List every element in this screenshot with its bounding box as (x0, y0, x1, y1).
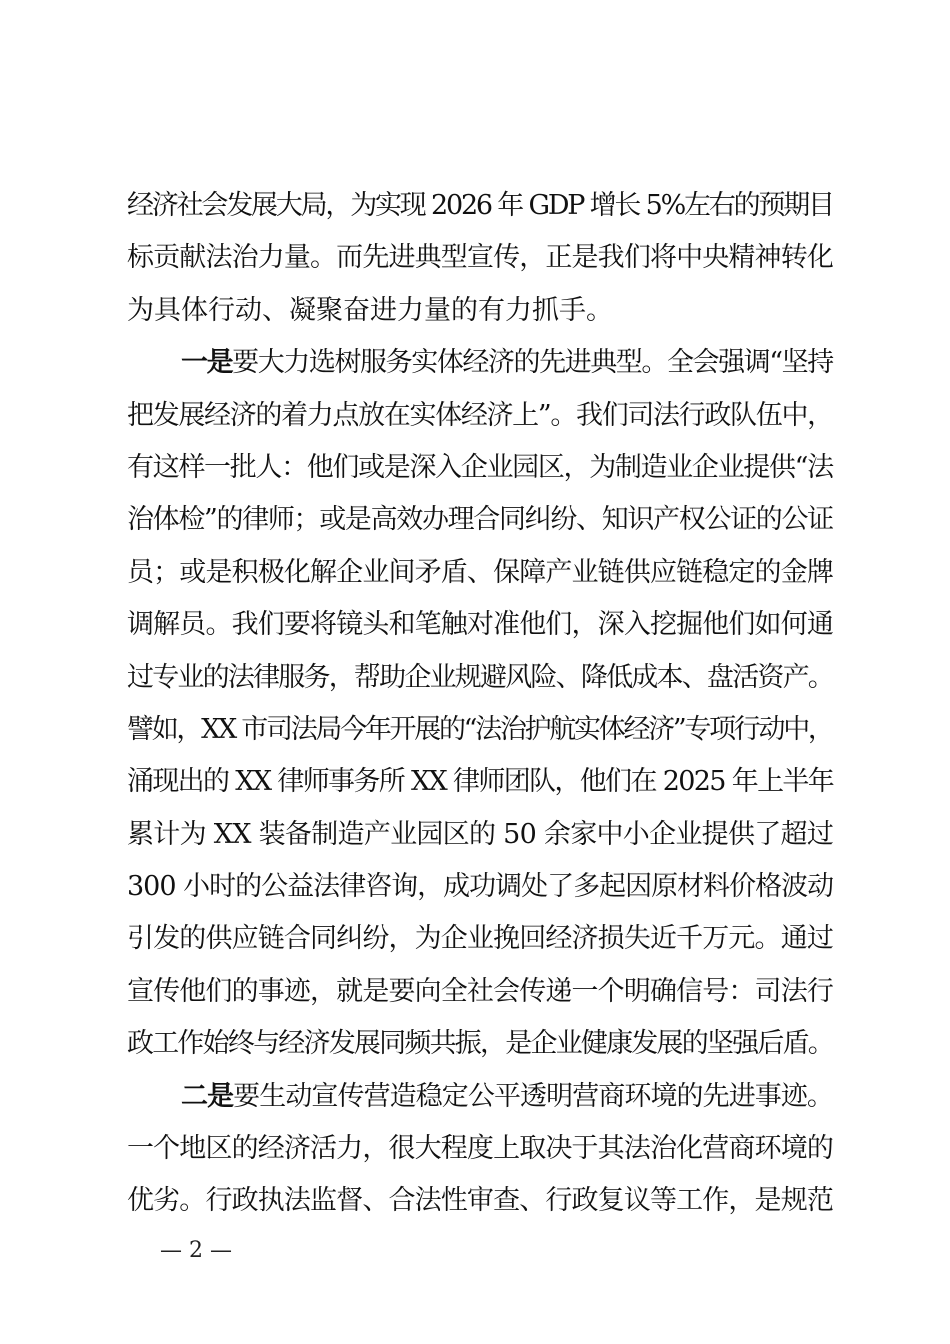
text-line: 调解员。我们要将镜头和笔触对准他们，深入挖掘他们如何通 (127, 609, 833, 641)
paragraph-intro (127, 180, 833, 337)
text-line: 政工作始终与经济发展同频共振，是企业健康发展的坚强后盾。 (127, 1028, 833, 1060)
paragraph-first-text: 要生动宣传营造稳定公平透明营商环境的先进事迹。 (233, 1080, 834, 1112)
paragraph-first-line (127, 1071, 833, 1123)
text-line: 经济社会发展大局，为实现 2026 年 GDP 增长 5%左右的预期目 (127, 190, 833, 221)
paragraph-lead: 一是 (181, 347, 233, 379)
text-line: 把发展经济的着力点放在实体经济上”。我们司法行政队伍中， (127, 399, 833, 431)
text-line: 标贡献法治力量。而先进典型宣传，正是我们将中央精神转化 (127, 242, 833, 274)
text-line: 治体检”的律师；或是高效办理合同纠纷、知识产权公证的公证 (127, 504, 833, 536)
text-line: 有这样一批人：他们或是深入企业园区，为制造业企业提供“法 (127, 451, 833, 483)
text-line: 宣传他们的事迹，就是要向全社会传递一个明确信号：司法行 (127, 975, 833, 1007)
paragraph-first-line (127, 337, 833, 389)
page-number: — 2 — (160, 1238, 232, 1263)
text-line: 优劣。行政执法监督、合法性审查、行政复议等工作，是规范 (127, 1185, 833, 1217)
text-line: 过专业的法律服务，帮助企业规避风险、降低成本、盘活资产。 (127, 661, 833, 693)
paragraph-one (127, 337, 833, 1070)
text-line: 为具体行动、凝聚奋进力量的有力抓手。 (127, 294, 613, 326)
text-line: 300 小时的公益法律咨询，成功调处了多起因原材料价格波动 (127, 871, 834, 903)
text-line: 员；或是积极化解企业间矛盾、保障产业链供应链稳定的金牌 (127, 556, 833, 588)
paragraph-two (127, 1071, 833, 1228)
paragraph-first-text: 要大力选树服务实体经济的先进典型。全会强调“坚持 (232, 347, 833, 379)
document-body (127, 180, 833, 1228)
text-line: 累计为 XX 装备制造产业园区的 50 余家中小企业提供了超过 (127, 818, 834, 850)
text-line: 涌现出的 XX 律师事务所 XX 律师团队，他们在 2025 年上半年 (127, 766, 834, 798)
paragraph-lead: 二是 (181, 1080, 234, 1112)
text-line: 引发的供应链合同纠纷，为企业挽回经济损失近千万元。通过 (127, 923, 833, 955)
text-line: 一个地区的经济活力，很大程度上取决于其法治化营商环境的 (127, 1133, 833, 1165)
text-line: 譬如，XX 市司法局今年开展的“法治护航实体经济”专项行动中， (127, 713, 833, 745)
